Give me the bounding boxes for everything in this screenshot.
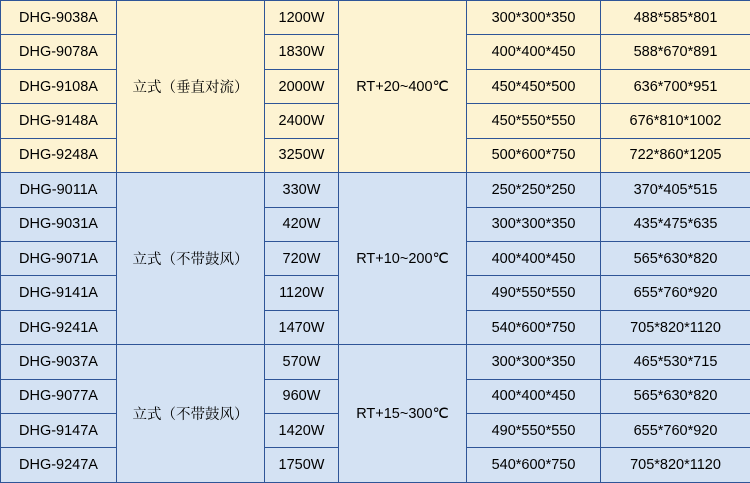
cell-power: 1750W	[265, 448, 339, 483]
cell-power: 330W	[265, 173, 339, 207]
cell-model: DHG-9011A	[1, 173, 117, 207]
cell-inner-size: 500*600*750	[467, 138, 601, 172]
cell-inner-size: 400*400*450	[467, 241, 601, 275]
cell-inner-size: 450*450*500	[467, 69, 601, 103]
cell-outer-size: 465*530*715	[601, 345, 750, 379]
cell-power: 570W	[265, 345, 339, 379]
cell-power: 960W	[265, 379, 339, 413]
cell-outer-size: 636*700*951	[601, 69, 750, 103]
table-row	[1, 173, 750, 207]
cell-model: DHG-9037A	[1, 345, 117, 379]
cell-outer-size: 676*810*1002	[601, 104, 750, 138]
cell-inner-size: 300*300*350	[467, 207, 601, 241]
cell-power: 2400W	[265, 104, 339, 138]
table-row	[1, 345, 750, 379]
cell-type: 立式（不带鼓风）	[117, 345, 265, 483]
cell-power: 3250W	[265, 138, 339, 172]
cell-outer-size: 370*405*515	[601, 173, 750, 207]
cell-outer-size: 722*860*1205	[601, 138, 750, 172]
cell-model: DHG-9077A	[1, 379, 117, 413]
cell-type: 立式（不带鼓风）	[117, 173, 265, 345]
cell-outer-size: 588*670*891	[601, 35, 750, 69]
cell-type: 立式（垂直对流）	[117, 1, 265, 173]
cell-outer-size: 655*760*920	[601, 276, 750, 310]
cell-inner-size: 490*550*550	[467, 276, 601, 310]
cell-inner-size: 540*600*750	[467, 310, 601, 344]
cell-inner-size: 300*300*350	[467, 1, 601, 35]
cell-model: DHG-9108A	[1, 69, 117, 103]
cell-model: DHG-9141A	[1, 276, 117, 310]
cell-inner-size: 250*250*250	[467, 173, 601, 207]
cell-model: DHG-9247A	[1, 448, 117, 483]
cell-power: 1830W	[265, 35, 339, 69]
cell-temperature: RT+20~400℃	[339, 1, 467, 173]
cell-inner-size: 540*600*750	[467, 448, 601, 483]
cell-inner-size: 300*300*350	[467, 345, 601, 379]
cell-outer-size: 655*760*920	[601, 414, 750, 448]
cell-power: 420W	[265, 207, 339, 241]
cell-model: DHG-9038A	[1, 1, 117, 35]
cell-outer-size: 488*585*801	[601, 1, 750, 35]
cell-outer-size: 565*630*820	[601, 379, 750, 413]
cell-power: 1470W	[265, 310, 339, 344]
cell-power: 2000W	[265, 69, 339, 103]
cell-model: DHG-9148A	[1, 104, 117, 138]
cell-outer-size: 565*630*820	[601, 241, 750, 275]
cell-inner-size: 400*400*450	[467, 35, 601, 69]
cell-temperature: RT+15~300℃	[339, 345, 467, 483]
cell-model: DHG-9248A	[1, 138, 117, 172]
cell-model: DHG-9241A	[1, 310, 117, 344]
cell-inner-size: 400*400*450	[467, 379, 601, 413]
cell-inner-size: 450*550*550	[467, 104, 601, 138]
cell-outer-size: 705*820*1120	[601, 448, 750, 483]
cell-model: DHG-9031A	[1, 207, 117, 241]
cell-outer-size: 435*475*635	[601, 207, 750, 241]
table-row	[1, 1, 750, 35]
cell-model: DHG-9078A	[1, 35, 117, 69]
cell-outer-size: 705*820*1120	[601, 310, 750, 344]
cell-power: 1420W	[265, 414, 339, 448]
cell-model: DHG-9071A	[1, 241, 117, 275]
table-body	[1, 1, 750, 483]
cell-inner-size: 490*550*550	[467, 414, 601, 448]
cell-power: 1200W	[265, 1, 339, 35]
cell-model: DHG-9147A	[1, 414, 117, 448]
cell-temperature: RT+10~200℃	[339, 173, 467, 345]
cell-power: 720W	[265, 241, 339, 275]
cell-power: 1120W	[265, 276, 339, 310]
